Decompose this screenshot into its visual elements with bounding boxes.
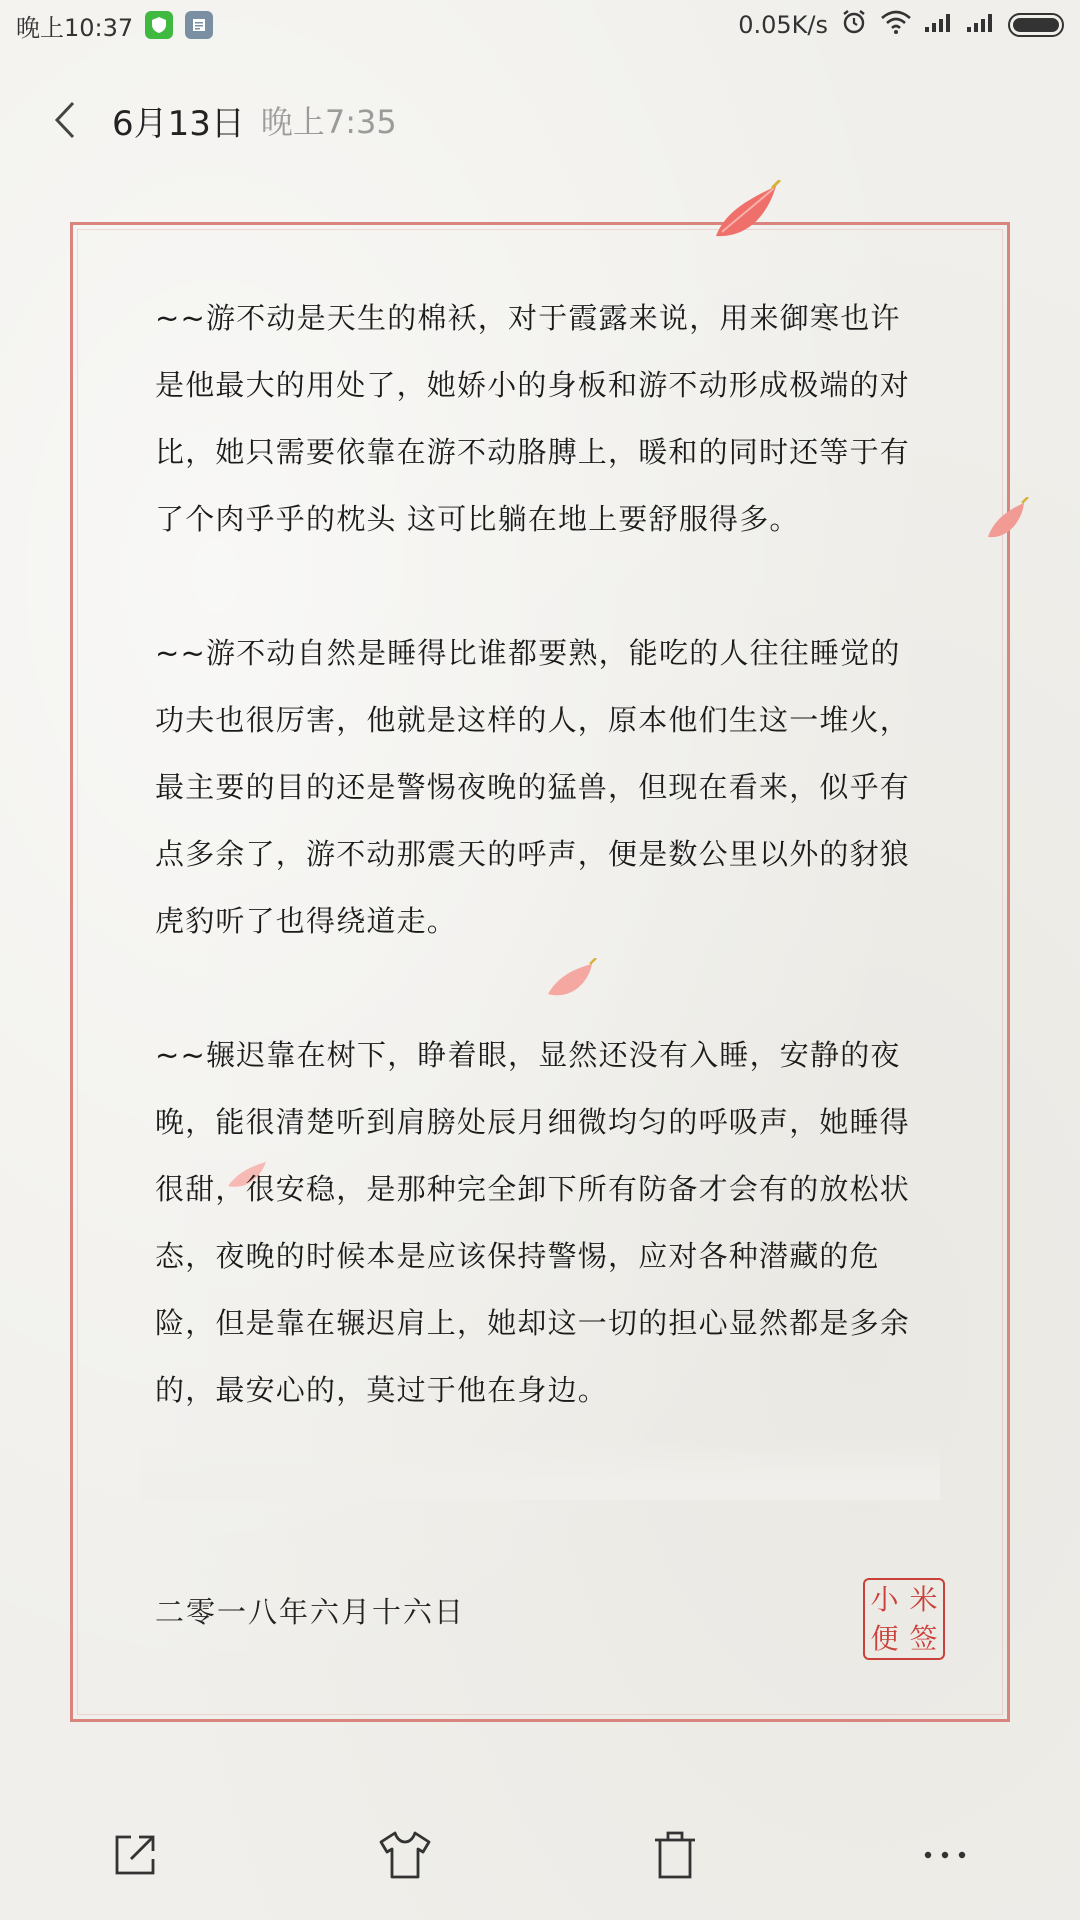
back-button[interactable]	[30, 80, 100, 160]
more-icon	[923, 1850, 967, 1860]
seal-char: 便	[870, 1621, 899, 1655]
note-header	[0, 80, 1080, 160]
bottom-toolbar	[0, 1800, 1080, 1910]
notes-app-icon	[185, 11, 213, 39]
note-paragraph: ~~辗迟靠在树下，睁着眼，显然还没有入睡，安静的夜晚，能很清楚听到肩膀处辰月细微均匀的呼吸声，她睡得很甜，很安稳，是那种完全卸下所有防备才会有的放松状态，夜晚的时候本是应该保持警惕，应对各种潜藏的危险，但是靠在辗迟肩上，她却这一切的担心显然都是多余的，最安心的，莫过于他在身边。	[155, 1038, 911, 1407]
status-bar	[0, 0, 1080, 50]
trash-icon	[651, 1830, 699, 1880]
share-icon	[111, 1831, 159, 1879]
note-content-fade	[140, 1440, 940, 1500]
note-footer-date: 二零一八年六月十六日	[155, 1595, 466, 1629]
seal-char: 米	[909, 1582, 938, 1616]
back-arrow-icon	[53, 100, 77, 140]
wifi-icon	[880, 9, 912, 41]
note-time: 晚上7:35	[260, 103, 397, 141]
signal-icon-sim2	[966, 11, 996, 39]
seal-char: 小	[870, 1582, 899, 1616]
note-date: 6月13日	[112, 103, 245, 144]
seal-char: 签	[909, 1621, 938, 1655]
share-button[interactable]	[85, 1805, 185, 1905]
status-time: 晚上10:37	[16, 13, 134, 42]
delete-button[interactable]	[625, 1805, 725, 1905]
petal-icon	[986, 497, 1030, 543]
network-speed: 0.05K/s	[738, 11, 828, 39]
status-bar-right	[738, 8, 1064, 42]
alarm-icon	[840, 8, 868, 42]
battery-icon	[1008, 13, 1064, 37]
status-bar-left	[16, 8, 213, 43]
note-paragraph: ~~游不动自然是睡得比谁都要熟，能吃的人往往睡觉的功夫也很厉害，他就是这样的人，原本他们生这一堆火，最主要的目的还是警惕夜晚的猛兽，但现在看来，似乎有点多余了，游不动那震天的呼声，便是数公里以外的豺狼虎豹听了也得绕道走。	[155, 636, 911, 938]
more-button[interactable]	[895, 1805, 995, 1905]
note-content[interactable]	[155, 285, 915, 1485]
petal-icon	[712, 180, 782, 244]
security-app-icon	[145, 11, 173, 39]
note-paragraph: ~~游不动是天生的棉袄，对于霞露来说，用来御寒也许是他最大的用处了，她娇小的身板和游不动形成极端的对比，她只需要依靠在游不动胳膊上，暖和的同时还等于有了个肉乎乎的枕头 这可比躺在地上要舒服得多。	[155, 301, 911, 536]
signal-icon-sim1	[924, 11, 954, 39]
xiaomi-notes-seal	[863, 1578, 945, 1660]
tshirt-icon	[377, 1830, 433, 1880]
theme-button[interactable]	[355, 1805, 455, 1905]
